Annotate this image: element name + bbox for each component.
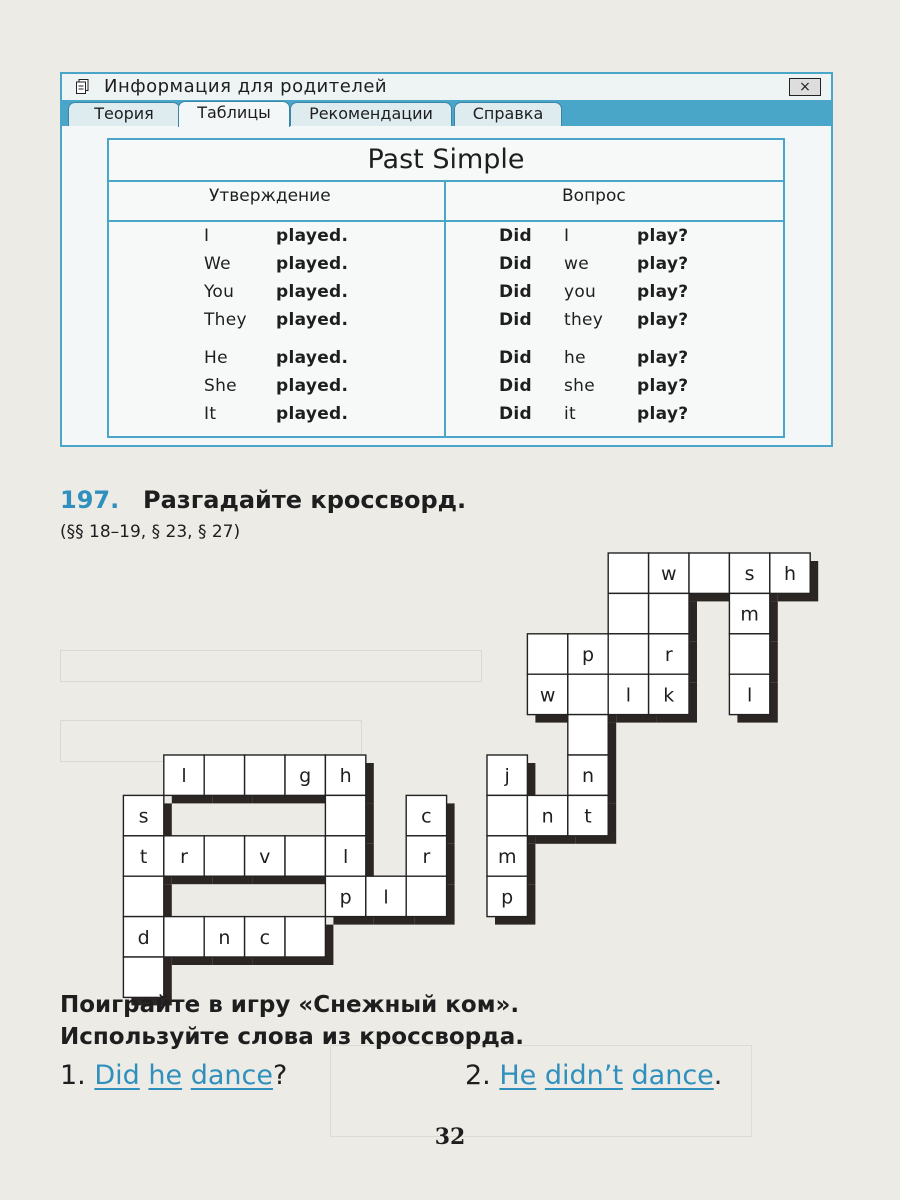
crossword-letter: p [501, 886, 514, 909]
crossword-cell[interactable] [325, 795, 365, 835]
crossword-letter: l [383, 886, 389, 909]
question-verb: play? [637, 254, 689, 274]
crossword-letter: t [584, 805, 592, 828]
question-verb: play? [637, 404, 689, 424]
crossword-letter: d [137, 926, 150, 949]
affirmative-pronoun: I [204, 226, 210, 246]
question-pronoun: she [564, 376, 595, 396]
affirmative-verb: played. [276, 376, 349, 396]
question-auxiliary: Did [499, 376, 533, 396]
crossword-letter: n [581, 765, 595, 788]
crossword-cell[interactable] [568, 715, 608, 755]
crossword-letter: w [539, 684, 556, 707]
affirmative-verb: played. [276, 348, 349, 368]
crossword-letter: n [218, 926, 231, 949]
affirmative-verb: played. [276, 282, 349, 302]
affirmative-verb: played. [276, 226, 349, 246]
crossword-cell[interactable] [608, 553, 648, 593]
question-pronoun: I [564, 226, 570, 246]
table-title: Past Simple [367, 144, 525, 175]
question-verb: play? [637, 310, 689, 330]
crossword-letter: t [139, 846, 148, 868]
crossword-cell[interactable] [649, 593, 689, 633]
example-answer-1 [60, 1060, 287, 1091]
question-pronoun: it [564, 404, 576, 424]
affirmative-pronoun: You [204, 282, 235, 302]
crossword-letter: w [661, 563, 677, 586]
answer-word: dance [631, 1060, 714, 1091]
tab-theory[interactable]: Теория [68, 102, 180, 126]
crossword-letter: g [299, 765, 312, 788]
close-button[interactable]: × [789, 78, 821, 96]
tab-help[interactable]: Справка [454, 102, 562, 126]
crossword-letter: l [746, 684, 753, 707]
crossword-letter: s [138, 805, 149, 828]
answer-word: dance [190, 1060, 273, 1091]
crossword-letter: v [259, 846, 271, 868]
answer-punctuation: . [713, 1060, 723, 1091]
crossword-cell[interactable] [487, 795, 527, 835]
affirmative-header: Утверждение [209, 186, 331, 206]
affirmative-pronoun: We [204, 254, 231, 274]
example-answer-2 [465, 1060, 722, 1091]
tab-tables[interactable]: Таблицы [178, 101, 290, 127]
question-verb: play? [637, 348, 689, 368]
crossword-letter: h [783, 563, 797, 586]
crossword-letter: l [342, 846, 349, 868]
crossword-letter: r [180, 846, 188, 868]
question-auxiliary: Did [499, 404, 533, 424]
crossword-letter: s [744, 563, 755, 586]
crossword-letter: c [421, 805, 432, 828]
answer-number: 1. [60, 1060, 86, 1091]
page-number: 32 [434, 1124, 466, 1150]
crossword-cell[interactable] [527, 634, 567, 674]
affirmative-pronoun: He [204, 348, 228, 368]
question-verb: play? [637, 226, 689, 246]
crossword-letter: l [625, 684, 632, 707]
answer-punctuation: ? [272, 1060, 288, 1091]
question-pronoun: they [564, 310, 604, 330]
crossword-cell[interactable] [608, 593, 648, 633]
exercise-number: 197. [60, 486, 120, 514]
crossword-cell[interactable] [285, 836, 325, 876]
affirmative-pronoun: She [204, 376, 237, 396]
window-title: Информация для родителей [104, 76, 388, 97]
crossword-letter: m [497, 846, 517, 868]
game-instruction: Используйте слова из кроссворда. [60, 1024, 525, 1050]
crossword-cell[interactable] [204, 836, 244, 876]
answer-word: he [148, 1060, 183, 1091]
question-verb: play? [637, 282, 689, 302]
question-auxiliary: Did [499, 254, 533, 274]
crossword-cell[interactable] [123, 876, 163, 916]
exercise-title: Разгадайте кроссворд. [143, 486, 467, 514]
tab-recommendations[interactable]: Рекомендации [290, 102, 452, 126]
affirmative-verb: played. [276, 404, 349, 424]
crossword-letter: r [664, 644, 673, 666]
game-instruction: Поиграйте в игру «Снежный ком». [60, 992, 520, 1018]
question-auxiliary: Did [499, 310, 533, 330]
crossword-cell[interactable] [689, 553, 729, 593]
crossword-letter: p [581, 644, 595, 666]
question-auxiliary: Did [499, 282, 533, 302]
answer-number: 2. [465, 1060, 491, 1091]
question-pronoun: he [564, 348, 586, 368]
crossword-cell[interactable] [729, 634, 769, 674]
crossword-cell[interactable] [164, 917, 204, 957]
crossword-cell[interactable] [608, 634, 648, 674]
crossword-letter: p [339, 886, 352, 909]
question-header: Вопрос [562, 186, 626, 206]
affirmative-verb: played. [276, 254, 349, 274]
crossword-letter: j [504, 765, 510, 788]
answer-word: Did [94, 1060, 140, 1091]
affirmative-verb: played. [276, 310, 349, 330]
affirmative-pronoun: They [204, 310, 247, 330]
crossword-cell[interactable] [204, 755, 244, 795]
crossword-letter: h [339, 765, 352, 788]
crossword-letter: n [541, 805, 554, 828]
answer-word: didn’t [544, 1060, 623, 1091]
crossword-cell[interactable] [568, 674, 608, 714]
question-pronoun: you [564, 282, 597, 302]
answer-word: He [499, 1060, 537, 1091]
crossword-cell[interactable] [245, 755, 285, 795]
crossword-cell[interactable] [406, 876, 446, 916]
question-verb: play? [637, 376, 689, 396]
crossword-cell[interactable] [285, 917, 325, 957]
crossword-letter: m [740, 603, 759, 626]
question-auxiliary: Did [499, 226, 533, 246]
question-auxiliary: Did [499, 348, 533, 368]
crossword-letter: r [422, 846, 431, 868]
crossword-letter: c [259, 926, 271, 949]
exercise-reference: (§§ 18–19, § 23, § 27) [60, 522, 241, 542]
affirmative-pronoun: It [204, 404, 217, 424]
question-pronoun: we [564, 254, 589, 274]
crossword-letter: k [663, 684, 675, 707]
crossword-letter: l [181, 765, 187, 788]
